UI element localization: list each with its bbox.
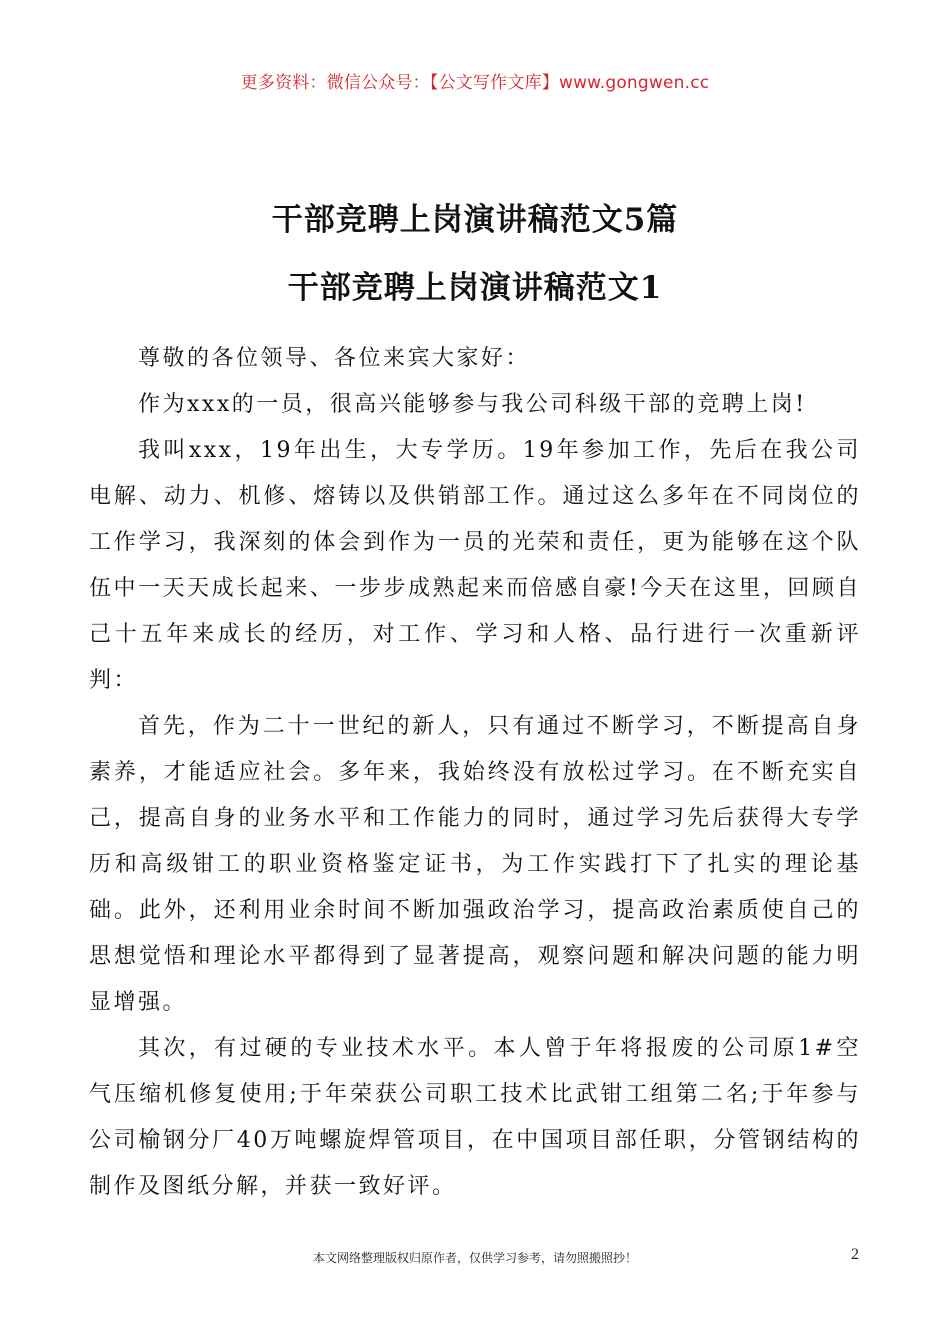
paragraph-learning: 首先，作为二十一世纪的新人，只有通过不断学习，不断提高自身素养，才能适应社会。多年来，我始终没有放松过学习。在不断充实自己，提高自身的业务水平和工作能力的同时，通过学习先后获得大专学历和高级钳工的职业资格鉴定证书，为工作实践打下了扎实的理论基础。此外，还利用业余时间不断加强政治学习，提高政治素质使自己的思想觉悟和理论水平都得到了显著提高，观察问题和解决问题的能力明显增强。	[89, 714, 861, 1015]
watermark-header: 更多资料：微信公众号：【公文写作文库】www.gongwen.cc	[240, 73, 710, 93]
document-body	[89, 336, 861, 1210]
footer-notice: 本文网络整理版权归原作者，仅供学习参考，请勿照搬照抄！	[312, 1251, 637, 1265]
document-title: 干部竞聘上岗演讲稿范文5篇	[271, 202, 679, 238]
page-number: 2	[851, 1246, 859, 1263]
paragraph-greeting: 尊敬的各位领导、各位来宾大家好：	[138, 346, 531, 371]
paragraph-intro: 作为xxx的一员，很高兴能够参与我公司科级干部的竞聘上岗!	[138, 392, 807, 417]
document-subtitle: 干部竞聘上岗演讲稿范文1	[287, 270, 663, 306]
paragraph-background: 我叫xxx，19年出生，大专学历。19年参加工作，先后在我公司电解、动力、机修、熔铸以及供销部工作。通过这么多年在不同岗位的工作学习，我深刻的体会到作为一员的光荣和责任，更为能够在这个队伍中一天天成长起来、一步步成熟起来而倍感自豪!今天在这里，回顾自己十五年来成长的经历，对工作、学习和人格、品行进行一次重新评判：	[89, 438, 861, 693]
paragraph-skills: 其次，有过硬的专业技术水平。本人曾于年将报废的公司原1#空气压缩机修复使用;于年荣获公司职工技术比武钳工组第二名;于年参与公司榆钢分厂40万吨螺旋焊管项目，在中国项目部任职，分管钢结构的制作及图纸分解，并获一致好评。	[89, 1036, 861, 1199]
